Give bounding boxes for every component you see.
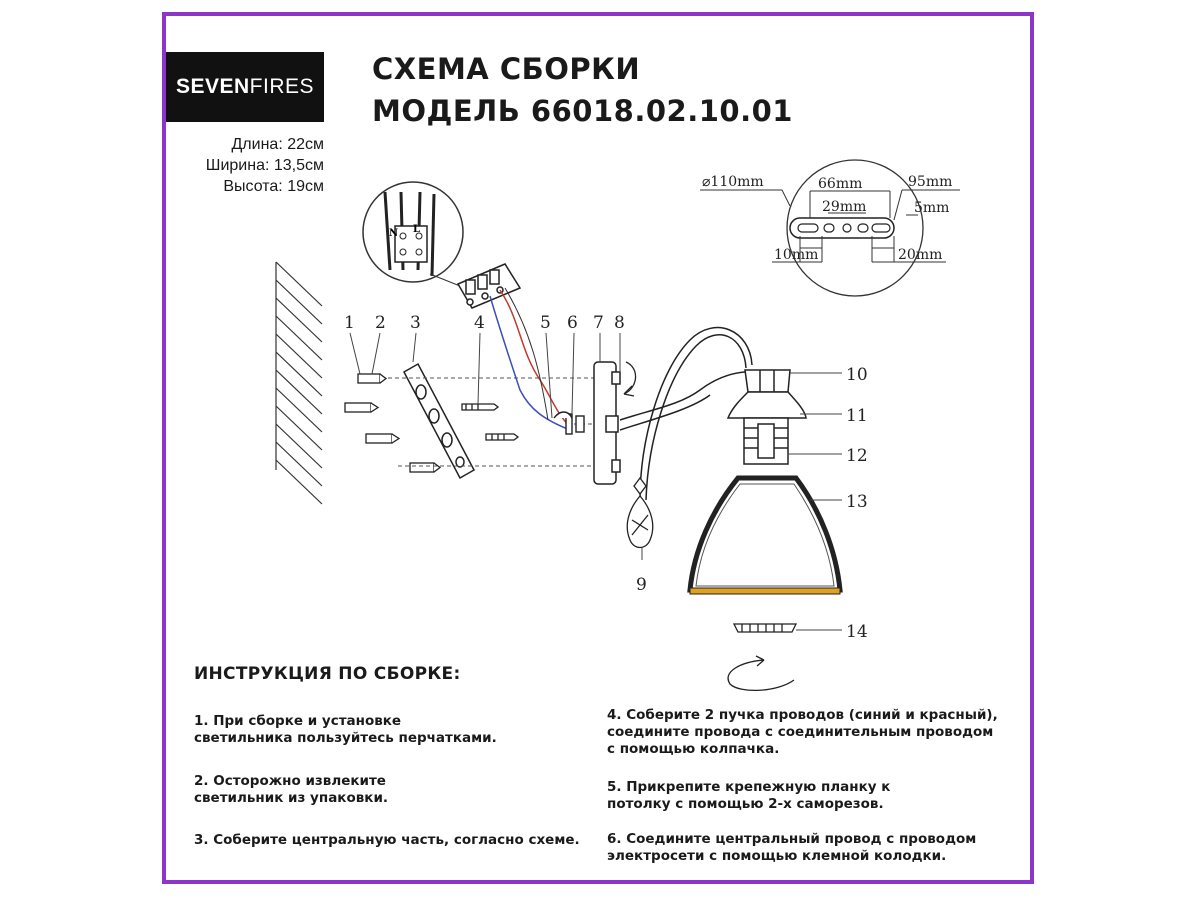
lamp-socket — [744, 418, 788, 464]
instruction-step-5-line-1: 5. Прикрепите крепежную планку к — [607, 779, 891, 795]
part-label-3: 3 — [410, 313, 421, 333]
lamp-ring — [734, 624, 796, 632]
instruction-step-1-line-1: 1. При сборке и установке — [194, 713, 402, 729]
instruction-step-4 — [607, 707, 998, 758]
terminal-n-label: N — [389, 228, 399, 239]
mount-diameter-label: ⌀110mm — [702, 174, 764, 190]
nut-and-tube — [554, 412, 584, 434]
dimension-height: Высота: 19см — [223, 178, 324, 195]
instruction-step-2 — [194, 773, 388, 807]
screws — [462, 404, 518, 440]
terminal-l-label: L — [413, 224, 421, 235]
instruction-step-5-line-2: потолку с помощью 2-х саморезов. — [607, 796, 884, 812]
brand-logo — [166, 52, 324, 122]
part-label-5: 5 — [540, 313, 551, 333]
title-line-2: МОДЕЛЬ 66018.02.10.01 — [372, 94, 793, 128]
connector-block — [458, 264, 520, 308]
lamp-shade — [690, 478, 840, 594]
part-label-13: 13 — [846, 492, 868, 512]
instruction-step-1 — [194, 713, 497, 747]
instruction-step-6-line-1: 6. Соедините центральный провод с проводом — [607, 831, 977, 847]
instruction-step-2-line-1: 2. Осторожно извлеките — [194, 773, 386, 789]
socket-cup — [745, 370, 790, 392]
mount-20-label: 20mm — [898, 247, 943, 263]
part-label-12: 12 — [846, 446, 868, 466]
instruction-step-3-line-1: 3. Соберите центральную часть, согласно схеме. — [194, 832, 580, 848]
dimension-width: Ширина: 13,5см — [205, 157, 324, 174]
part-label-4: 4 — [474, 313, 485, 333]
socket-bell — [728, 392, 806, 418]
dimension-length: Длина: 22см — [231, 136, 324, 153]
mount-5-label: 5mm — [914, 200, 950, 216]
terminal-detail — [363, 182, 470, 290]
mount-95-label: 95mm — [908, 174, 953, 190]
part-label-1: 1 — [344, 313, 355, 333]
mounting-plate — [404, 364, 474, 478]
assembly-diagram — [166, 150, 953, 695]
instructions-heading: ИНСТРУКЦИЯ ПО СБОРКЕ: — [194, 664, 461, 684]
instruction-step-4-line-2: соедините провода с соединительным проводом — [607, 724, 994, 740]
crystal-pendant — [627, 478, 653, 548]
mount-29-label: 29mm — [822, 199, 867, 215]
brand-logo-part2: FIRES — [249, 75, 315, 98]
rotate-ring-arrow-icon — [728, 660, 794, 690]
instruction-step-3 — [194, 832, 580, 849]
instruction-step-4-line-3: с помощью колпачка. — [607, 741, 780, 757]
part-label-14: 14 — [846, 622, 868, 642]
part-label-6: 6 — [567, 313, 578, 333]
page-title — [372, 48, 793, 132]
rotate-arrow-icon — [624, 362, 636, 394]
part-label-9: 9 — [636, 575, 647, 595]
instruction-step-2-line-2: светильник из упаковки. — [194, 790, 389, 806]
instruction-step-1-line-2: светильника пользуйтесь перчатками. — [194, 730, 497, 746]
part-label-2: 2 — [375, 313, 386, 333]
mount-66-label: 66mm — [818, 176, 863, 192]
part-label-10: 10 — [846, 365, 868, 385]
mount-10-label: 10mm — [774, 247, 819, 263]
wire-red — [500, 290, 568, 425]
instruction-step-6 — [607, 831, 976, 865]
title-line-1: СХЕМА СБОРКИ — [372, 52, 641, 86]
instruction-step-6-line-2: электросети с помощью клемной колодки. — [607, 848, 947, 864]
instruction-step-5 — [607, 779, 890, 813]
part-label-11: 11 — [846, 406, 868, 426]
instruction-step-4-line-1: 4. Соберите 2 пучка проводов (синий и красный), — [607, 707, 998, 723]
part-label-8: 8 — [614, 313, 625, 333]
part-label-7: 7 — [593, 313, 604, 333]
backplate — [594, 362, 620, 484]
brand-logo-part1: SEVEN — [175, 75, 250, 98]
wall-hatching — [276, 262, 322, 504]
